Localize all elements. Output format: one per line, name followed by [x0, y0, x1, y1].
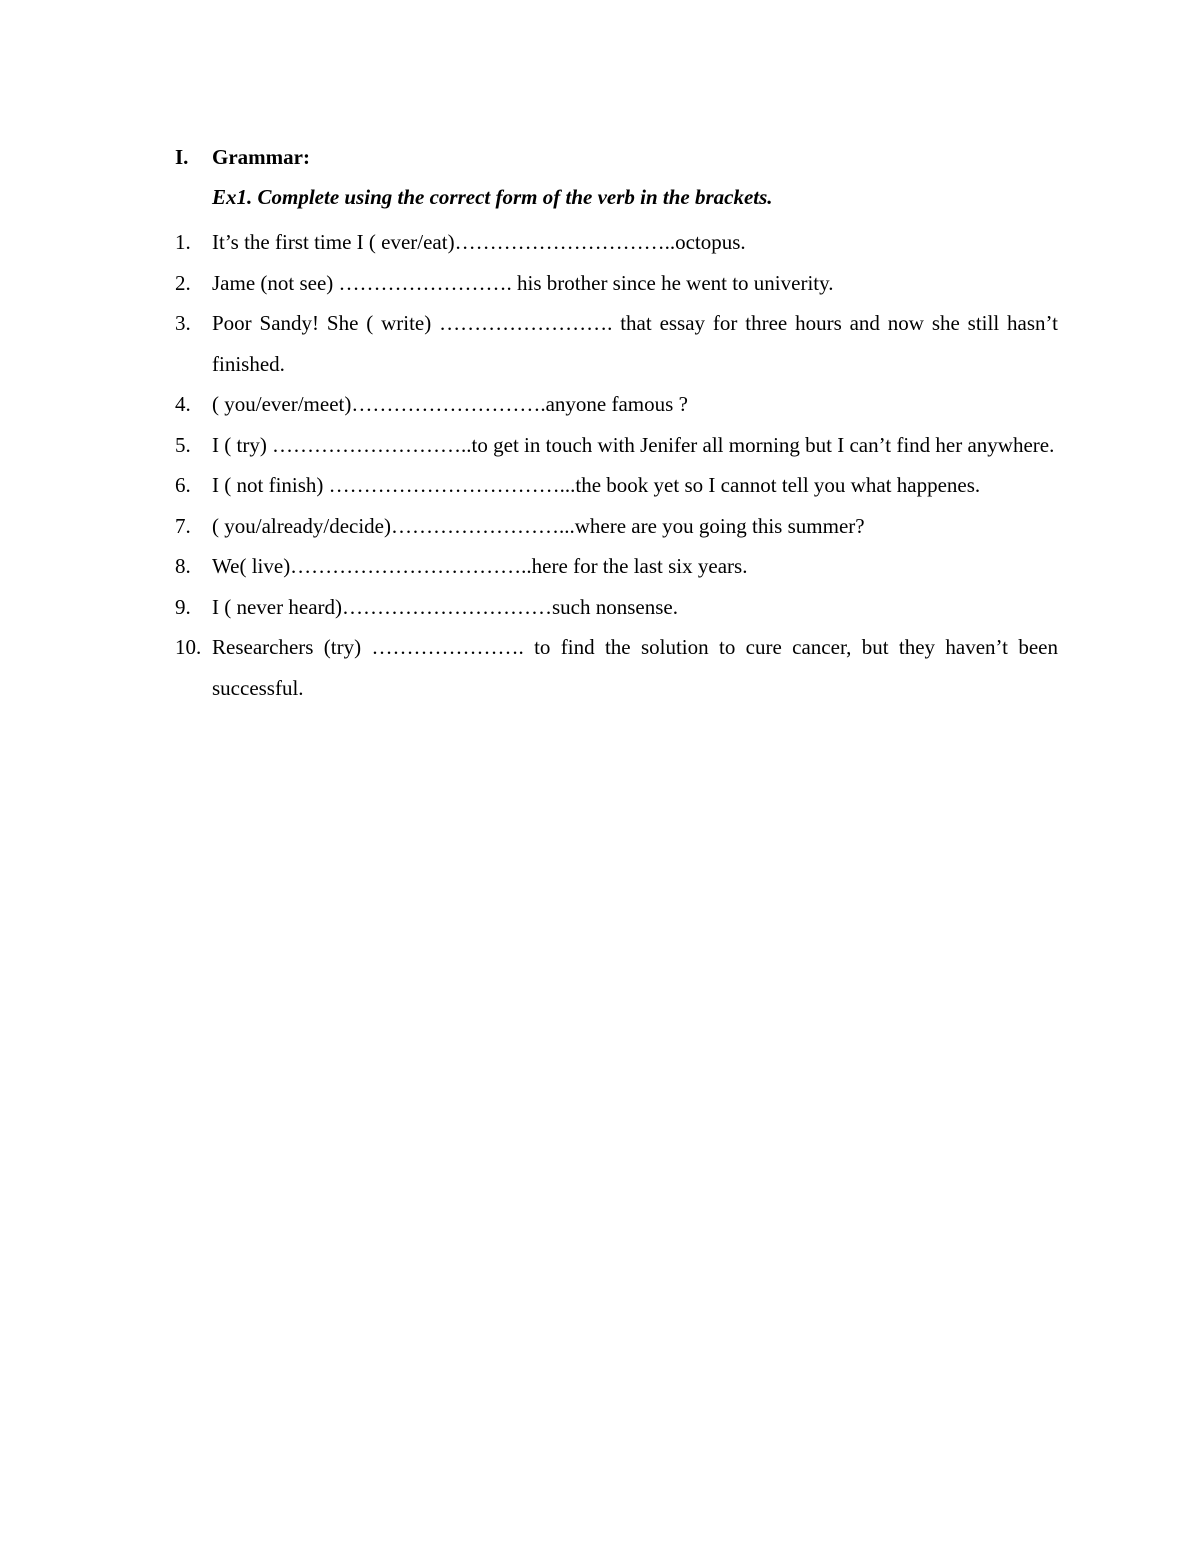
- item-text: It’s the first time I ( ever/eat)…………………………..octopus.: [212, 230, 746, 254]
- item-number: 5.: [175, 432, 191, 457]
- exercise-item-2: [175, 263, 1058, 304]
- exercise-title: Ex1. Complete using the correct form of the verb in the brackets.: [212, 185, 773, 209]
- section-title: Grammar:: [212, 145, 310, 169]
- item-text: We( live)……………………………..here for the last six years.: [212, 554, 748, 578]
- exercise-item-5: [175, 425, 1058, 466]
- item-text: I ( never heard)…………………………such nonsense.: [212, 594, 678, 619]
- exercise-item-3: [175, 303, 1058, 384]
- exercise-list: [175, 222, 1058, 708]
- exercise-item-1: [175, 222, 1058, 263]
- item-text: Researchers (try) …………………. to find the solution to cure cancer, but they haven’t been successful.: [212, 635, 1058, 700]
- item-text: ( you/ever/meet)……………………….anyone famous ?: [212, 392, 688, 416]
- section-number: I.: [175, 145, 189, 169]
- item-number: 8.: [175, 554, 191, 578]
- item-text: Poor Sandy! She ( write) ……………………. that essay for three hours and now she still hasn’t finished.: [212, 311, 1058, 376]
- item-text: ( you/already/decide)……………………...where are you going this summer?: [212, 513, 865, 538]
- item-number: 3.: [175, 311, 191, 335]
- item-text: Jame (not see) ……………………. his brother since he went to univerity.: [212, 270, 834, 295]
- item-text: I ( try) ………………………..to get in touch with Jenifer all morning but I can’t find her anywhere.: [212, 432, 1055, 457]
- item-number: 4.: [175, 392, 191, 416]
- exercise-item-6: [175, 465, 1058, 506]
- section-heading: [175, 142, 310, 172]
- item-number: 7.: [175, 513, 191, 538]
- item-number: 1.: [175, 230, 191, 254]
- exercise-item-8: [175, 546, 1058, 587]
- item-number: 6.: [175, 473, 191, 497]
- item-text: I ( not finish) ……………………………...the book yet so I cannot tell you what happenes.: [212, 473, 981, 497]
- item-number: 9.: [175, 594, 191, 619]
- exercise-item-4: [175, 384, 1058, 425]
- exercise-item-10: [175, 627, 1058, 708]
- exercise-item-7: [175, 506, 1058, 547]
- item-number: 2.: [175, 270, 191, 295]
- exercise-item-9: [175, 587, 1058, 628]
- item-number: 10.: [175, 635, 202, 659]
